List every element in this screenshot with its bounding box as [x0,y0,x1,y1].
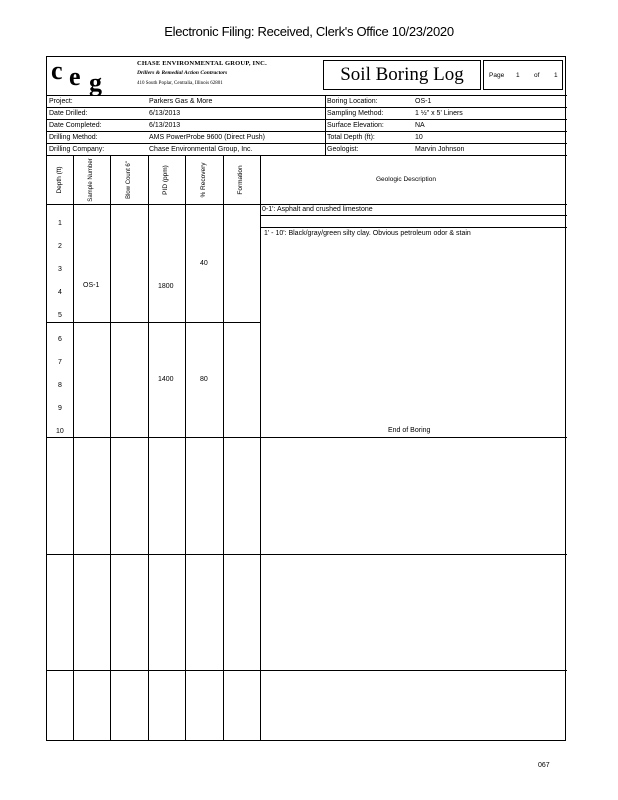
log-header [47,57,567,96]
description-line: 0-1': Asphalt and crushed limestone [262,206,373,213]
divider [47,554,567,555]
date-drilled-value: 6/13/2013 [149,110,181,117]
depth-mark: 2 [58,243,62,250]
svg-text:e: e [69,62,79,91]
col-formation: Formation [237,165,244,195]
col-depth: Depth (ft) [56,166,63,194]
depth-mark: 8 [58,382,62,389]
col-recovery: % Recovery [200,162,207,198]
depth-mark: 3 [58,266,62,273]
date-completed-label: Date Completed: [49,122,102,129]
divider [260,215,567,216]
soil-boring-log-form [46,56,566,741]
log-title: Soil Boring Log [323,60,481,90]
divider [148,156,149,440]
pid-value: 1800 [158,283,174,290]
depth-mark: 5 [58,312,62,319]
divider [260,227,567,228]
svg-text:g: g [89,68,100,95]
company-subtitle: Drillers & Remedial Action Contractors [137,70,228,76]
divider [47,437,567,438]
page-total: 1 [554,72,558,79]
end-of-boring: End of Boring [388,427,431,434]
divider [110,156,111,440]
depth-mark: 6 [58,336,62,343]
svg-text:c: c [51,57,61,85]
geologist-value: Marvin Johnson [415,146,465,153]
divider [185,440,186,740]
boring-location-label: Boring Location: [327,98,378,105]
company-address: 410 South Poplar, Centralia, Illinois 62801 [137,81,223,86]
depth-mark: 10 [56,428,64,435]
surface-elevation-value: NA [415,122,425,129]
divider [260,156,261,440]
page-footer-number: 067 [538,762,550,769]
sampling-method-label: Sampling Method: [327,110,384,117]
col-pid: PID (ppm) [162,165,169,195]
sampling-method-value: 1 ½" x 5' Liners [415,110,463,117]
sample-number: OS-1 [83,282,100,289]
divider [185,156,186,440]
divider [260,440,261,740]
boring-location-value: OS-1 [415,98,432,105]
divider [47,322,260,323]
depth-mark: 7 [58,359,62,366]
date-completed-value: 6/13/2013 [149,122,181,129]
divider [110,440,111,740]
divider [223,440,224,740]
total-depth-label: Total Depth (ft): [327,134,375,141]
recovery-value: 80 [200,376,208,383]
project-label: Project: [49,98,73,105]
info-row [47,132,567,144]
drilling-method-label: Drilling Method: [49,134,98,141]
info-row [47,96,567,108]
info-row [47,144,567,156]
drilling-method-value: AMS PowerProbe 9600 (Direct Push) [149,134,265,141]
company-logo [49,57,139,95]
filing-stamp: Electronic Filing: Received, Clerk's Office 10/23/2020 [164,24,454,39]
description-line: 1' - 10': Black/gray/green silty clay. Obvious petroleum odor & stain [264,230,471,237]
pid-value: 1400 [158,376,174,383]
col-description: Geologic Description [376,176,436,183]
project-value: Parkers Gas & More [149,98,213,105]
page-number: 1 [516,72,520,79]
info-row [47,108,567,120]
depth-mark: 1 [58,220,62,227]
drilling-company-label: Drilling Company: [49,146,105,153]
divider [47,204,567,205]
col-blow-count: Blow Count 6" [126,161,132,199]
company-name: CHASE ENVIRONMENTAL GROUP, INC. [137,60,267,67]
page-label: Page [489,72,505,79]
geologist-label: Geologist: [327,146,359,153]
divider [223,156,224,440]
divider [73,156,74,440]
info-row [47,120,567,132]
page-of: of [534,72,540,79]
total-depth-value: 10 [415,134,423,141]
page-indicator [483,60,563,90]
recovery-value: 40 [200,260,208,267]
divider [47,670,567,671]
col-sample: Sample Number [88,158,94,202]
surface-elevation-label: Surface Elevation: [327,122,384,129]
depth-mark: 4 [58,289,62,296]
depth-mark: 9 [58,405,62,412]
drilling-company-value: Chase Environmental Group, Inc. [149,146,253,153]
date-drilled-label: Date Drilled: [49,110,88,117]
divider [73,440,74,740]
divider [148,440,149,740]
divider [325,96,326,156]
